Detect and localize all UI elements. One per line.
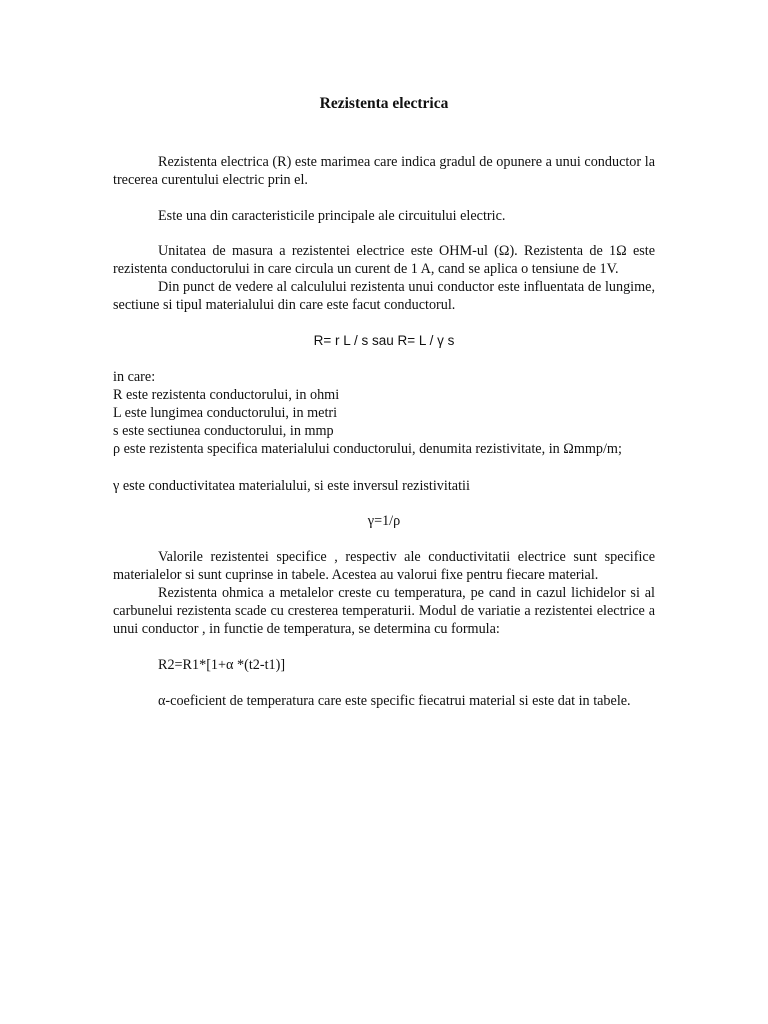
paragraph-specific-values: Valorile rezistentei specifice , respectiv ale conductivitatii electrice sunt specifice materialelor si sunt cuprinse in tabele. Acestea au valorui fixe pentru fiecare material. — [113, 549, 655, 583]
formula-temperature: R2=R1*[1+α *(t2-t1)] — [158, 657, 286, 673]
paragraph-definition: Rezistenta electrica (R) este marimea care indica gradul de opunere a unui conductor la trecerea curentului electric prin el. — [113, 154, 655, 188]
paragraph-calculation: Din punct de vedere al calculului rezistenta unui conductor este influentata de lungime, sectiune si tipul materialului din care este facut conductorul. — [113, 279, 655, 313]
paragraph-unit: Unitatea de masura a rezistentei electrice este OHM-ul (Ω). Rezistenta de 1Ω este rezistenta conductorului in care circula un curent de 1 A, cand se aplica o tensiune de 1V. — [113, 243, 655, 277]
paragraph-coefficient: α-coeficient de temperatura care este specific fiecatrui material si este dat in tabele. — [158, 693, 631, 709]
label-in-care: in care: — [113, 369, 156, 385]
definition-s: s este sectiunea conductorului, in mmp — [113, 423, 334, 439]
formula-conductivity: γ=1/ρ — [367, 513, 401, 529]
definition-gamma: γ este conductivitatea materialului, si este inversul rezistivitatii — [113, 478, 470, 494]
paragraph-temperature: Rezistenta ohmica a metalelor creste cu temperatura, pe cand in cazul lichidelor si al carbunelui rezistenta scade cu cresterea temperaturii. Modul de variatie a rezistentei electrice a unui conductor , in functie de temperatura, se determina cu formula: — [113, 585, 655, 637]
formula-resistance: R= r L / s sau R= L / γ s — [313, 333, 455, 348]
definition-l: L este lungimea conductorului, in metri — [113, 405, 338, 421]
definition-r: R este rezistenta conductorului, in ohmi — [113, 387, 340, 403]
document-title: Rezistenta electrica — [319, 95, 449, 112]
paragraph-characteristic: Este una din caracteristicile principale ale circuitului electric. — [158, 208, 506, 224]
definition-rho: ρ este rezistenta specifica materialului conductorului, denumita rezistivitate, in Ωmmp/m; — [113, 441, 622, 457]
